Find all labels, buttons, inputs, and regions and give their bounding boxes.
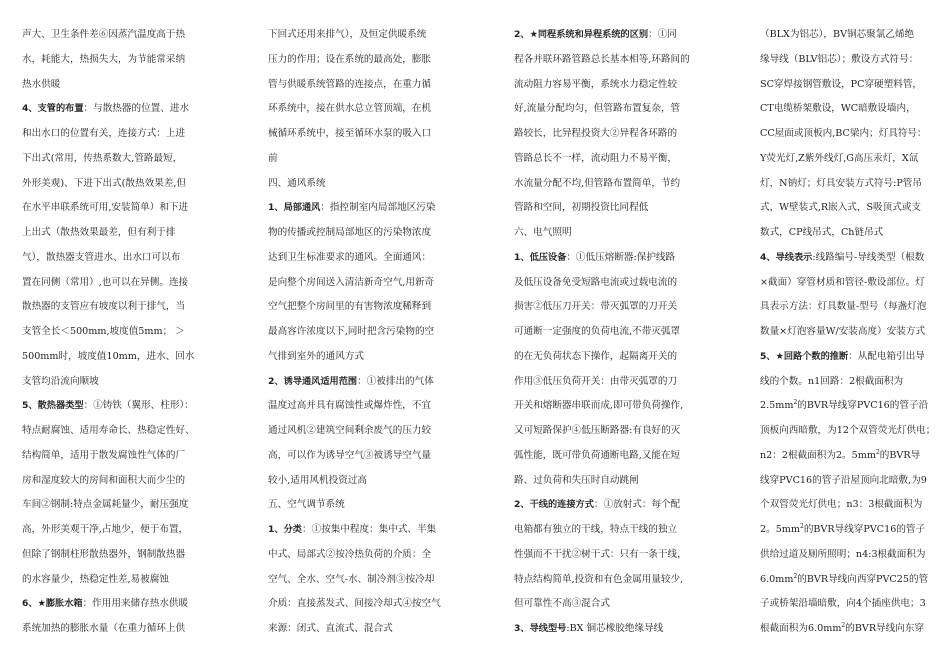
text-line xyxy=(760,518,938,543)
text-line xyxy=(514,345,692,370)
line-text: 弧性能，既可带负荷通断电路,又能在短 xyxy=(514,449,681,461)
text-line xyxy=(514,196,692,221)
text-line xyxy=(22,122,200,147)
section-heading: 5、★回路个数的推断 xyxy=(760,350,849,362)
line-text: 具表示方法：灯具数量-型号（每盏灯泡 xyxy=(760,301,927,313)
text-line xyxy=(760,122,938,147)
line-text: 和出水口的位置有关，连接方式：上进 xyxy=(22,128,186,139)
text-line xyxy=(760,419,938,444)
line-text: 结构简单，适用于散发腐蚀性气体的厂 xyxy=(22,449,186,461)
text-line xyxy=(268,196,446,221)
text-line xyxy=(22,469,200,494)
line-text: ：①放射式：每个配 xyxy=(593,499,681,511)
text-line xyxy=(514,73,692,98)
text-line xyxy=(268,97,446,122)
text-line xyxy=(268,394,446,419)
line-text: 下回式还用来排气），及恒定供暖系统 xyxy=(268,29,427,40)
line-text: 气排到室外的通风方式 xyxy=(268,350,364,362)
text-line xyxy=(268,592,446,617)
line-text: 缘导线（BLV铝芯）；敷设方式符号： xyxy=(760,53,919,65)
line-text: 支管均沿流向顺坡 xyxy=(22,375,99,387)
text-line xyxy=(760,493,938,518)
text-line xyxy=(514,592,692,617)
text-line xyxy=(268,345,446,370)
line-text: 空气把整个房间里的有害物浓度稀释到 xyxy=(268,301,432,313)
text-line xyxy=(514,568,692,593)
text-line xyxy=(268,271,446,296)
line-text: 可通断一定强度的负荷电流,不带灭弧罩 xyxy=(514,326,681,337)
line-text: 介质：直接蒸发式、间接冷却式④按空气 xyxy=(268,598,441,610)
text-line xyxy=(22,48,200,73)
text-line xyxy=(514,48,692,73)
text-line xyxy=(22,493,200,518)
line-text-continued: 的BVR导线穿PVC16的管子 xyxy=(803,524,926,535)
text-line xyxy=(268,617,446,642)
superscript: 2 xyxy=(800,522,804,530)
text-line xyxy=(514,444,692,469)
line-text: 开关和熔断器串联而成,即可带负荷操作, xyxy=(514,400,684,412)
line-text: 路较长，比异程投资大②异程各环路的 xyxy=(514,128,678,139)
section-heading: 2、诱导通风适用范围 xyxy=(268,375,358,387)
text-line xyxy=(22,73,200,98)
line-text: 的在无负荷状态下操作，起隔离开关的 xyxy=(514,350,678,362)
line-text-continued: 的BVR导 xyxy=(879,449,921,461)
line-text: 高，外形美观干净,占地少，便于布置， xyxy=(22,524,189,535)
text-line xyxy=(760,221,938,246)
line-text: 是向整个房间送入清洁新奇空气,用新奇 xyxy=(268,276,435,288)
text-line xyxy=(514,518,692,543)
text-column-3 xyxy=(514,23,692,642)
line-text: 来源：闭式、直流式、混合式 xyxy=(268,623,393,634)
line-text: 数式，CP线吊式，Ch链吊式 xyxy=(760,227,884,238)
text-line xyxy=(760,320,938,345)
text-line xyxy=(268,493,446,518)
section-heading: 1、局部通风 xyxy=(268,202,321,214)
line-text: 但可靠性不高③混合式 xyxy=(514,598,610,610)
line-text: ：①按集中程度：集中式、半集 xyxy=(301,524,437,535)
line-text: 散热器的支管应有坡度以利于排气，当 xyxy=(22,301,186,313)
text-line xyxy=(268,568,446,593)
line-text: 达到卫生标准要求的通风。全面通风： xyxy=(268,251,432,263)
text-line xyxy=(760,592,938,617)
line-text: 管路总长不一样，流动阻力不易平衡， xyxy=(514,152,678,164)
text-line xyxy=(268,172,446,197)
line-text: 管与供暖系统管路的连接点，在重力循 xyxy=(268,78,432,90)
text-line xyxy=(760,172,938,197)
section-heading: 2、★同程系统和异程系统的区别 xyxy=(514,29,649,40)
text-line xyxy=(514,97,692,122)
line-text: 热水供暖 xyxy=(22,78,61,90)
line-text: 式，W壁装式,R嵌入式，S吸顶式或支 xyxy=(760,202,922,214)
text-line xyxy=(514,370,692,395)
text-line xyxy=(268,444,446,469)
text-column-1 xyxy=(22,23,200,642)
line-text: 特点耐腐蚀、适用寿命长、热稳定性好、 xyxy=(22,425,195,436)
text-line xyxy=(268,147,446,172)
text-line xyxy=(22,543,200,568)
line-text: 数量×灯泡容量W/安装高度）安装方式 xyxy=(760,326,926,337)
text-line xyxy=(514,221,692,246)
line-text: 6.0mm xyxy=(760,573,794,585)
line-text: 管路和空间，初期投资比同程低 xyxy=(514,202,649,214)
text-line xyxy=(22,592,200,617)
superscript: 2 xyxy=(875,448,880,456)
line-text: 损害②低压刀开关：带灭弧罩的刀开关 xyxy=(514,301,678,313)
text-line xyxy=(22,295,200,320)
text-line xyxy=(268,518,446,543)
line-text: 作用③低压负荷开关：由带灭弧罩的刀 xyxy=(514,375,678,387)
text-line xyxy=(514,295,692,320)
line-text: 压力的作用；设在系统的最高处，膨胀 xyxy=(268,53,432,65)
text-line xyxy=(22,568,200,593)
line-text: SC穿焊接钢管敷设，PC穿硬塑料管， xyxy=(760,78,923,90)
superscript: 2 xyxy=(841,621,846,629)
line-text: 温度过高并具有腐蚀性或爆炸性，不宜 xyxy=(268,400,432,412)
line-text-continued: 的BVR导线穿PVC16的管子沿 xyxy=(797,400,929,412)
text-line xyxy=(22,246,200,271)
line-text: 特点结构简单,投资和有色金属用量较少, xyxy=(514,573,684,585)
text-line xyxy=(760,23,938,48)
section-heading: 4、导线表示 xyxy=(760,251,813,263)
text-line xyxy=(268,320,446,345)
line-text: 车间②钢制:特点金属耗量少，耐压强度 xyxy=(22,499,189,511)
line-text: 线的个数。n1回路：2根截面积为 xyxy=(760,375,904,387)
text-line xyxy=(760,370,938,395)
text-line xyxy=(760,196,938,221)
text-line xyxy=(760,394,938,419)
line-text: 2。5mm xyxy=(760,524,800,535)
text-line xyxy=(514,493,692,518)
line-text: 及低压设备免受短路电流或过载电流的 xyxy=(514,276,678,288)
text-column-2 xyxy=(268,23,446,642)
section-heading: 1、分类 xyxy=(268,524,302,535)
line-text: 供给过道及厕所照明；n4:3根截面积为 xyxy=(760,548,926,560)
line-text: 中式、局部式②按冷热负荷的介质：全 xyxy=(268,548,432,560)
line-text: 上出式（散热效果最差，但有利于排 xyxy=(22,227,176,238)
line-text: ×截面）穿管材质和管径-敷设部位。灯 xyxy=(760,276,925,288)
text-line xyxy=(514,617,692,642)
line-text: 四、通风系统 xyxy=(268,177,326,189)
text-line xyxy=(22,419,200,444)
line-text: 六、电气照明 xyxy=(514,227,572,238)
line-text: 较小,适用风机投资过高 xyxy=(268,474,367,486)
section-heading: 2、干线的连接方式 xyxy=(514,499,594,511)
text-line xyxy=(760,345,938,370)
line-text: CT电缆桥架敷设，WC暗敷设墙内， xyxy=(760,103,916,115)
section-heading: 4、支管的布置 xyxy=(22,103,84,115)
line-text: 性强而不干扰②树干式：只有一条干线， xyxy=(514,548,687,560)
text-line xyxy=(22,394,200,419)
line-text: 物的传播或控制局部地区的污染物浓度 xyxy=(268,227,432,238)
text-line xyxy=(760,271,938,296)
line-text: 通过风机②建筑空间剩余废气的压力较 xyxy=(268,425,432,436)
line-text: 2.5mm xyxy=(760,400,794,412)
text-line xyxy=(22,518,200,543)
line-text: 五、空气调节系统 xyxy=(268,499,345,511)
line-text: 支管全长＜500mm,坡度值5mm； ＞ xyxy=(22,326,185,337)
text-line xyxy=(268,419,446,444)
line-text-continued: 的BVR导线向西穿PVC25的管 xyxy=(797,573,929,585)
line-text: 流动阻力容易平衡，系统水力稳定性较 xyxy=(514,78,678,90)
line-text: 置在同侧（常用）,也可以在异侧。连接 xyxy=(22,276,189,288)
text-line xyxy=(760,295,938,320)
line-text: 根截面积为6.0mm xyxy=(760,623,842,634)
line-text: 好,流量分配均匀，但管路布置复杂，管 xyxy=(514,103,681,115)
line-text: 水，耗能大，热损失大，为节能常采纳 xyxy=(22,53,186,65)
line-text: （BLX为铝芯），BV铜芯聚氯乙烯绝 xyxy=(760,29,915,40)
text-line xyxy=(760,568,938,593)
text-line xyxy=(22,172,200,197)
text-line xyxy=(514,394,692,419)
text-line xyxy=(22,444,200,469)
text-line xyxy=(268,370,446,395)
line-text: 顶板向西暗敷，为12个双管荧光灯供电； xyxy=(760,425,936,436)
text-line xyxy=(760,246,938,271)
line-text: 下出式(常用，传热系数大,管路最短， xyxy=(22,152,183,164)
text-line xyxy=(22,320,200,345)
line-text: ：①低压熔断器:保护线路 xyxy=(566,251,676,263)
line-text: 环系统中，接在供水总立管顶端，在机 xyxy=(268,103,432,115)
line-text: ：与散热器的位置、进水 xyxy=(83,103,190,115)
section-heading: 6、★膨胀水箱 xyxy=(22,598,83,610)
text-line xyxy=(514,172,692,197)
text-line xyxy=(268,122,446,147)
text-line xyxy=(268,48,446,73)
line-text: ：①同 xyxy=(648,29,677,40)
line-text: 前 xyxy=(268,152,278,164)
line-text: ：指控制室内局部地区污染 xyxy=(320,202,436,214)
text-line xyxy=(268,246,446,271)
line-text: 水流量分配不均,但管路布置简单，节约 xyxy=(514,177,681,189)
text-line xyxy=(514,271,692,296)
line-text: 最高容许浓度以下,同时把含污染物的空 xyxy=(268,326,435,337)
text-line xyxy=(514,320,692,345)
text-line xyxy=(268,73,446,98)
text-line xyxy=(760,73,938,98)
text-line xyxy=(22,617,200,642)
line-text: 程各并联环路管路总长基本相等,环路间的 xyxy=(514,53,690,65)
line-text: 又可短路保护④低压断路器:有良好的灭 xyxy=(514,425,681,436)
line-text: n2：2根截面积为2。5mm xyxy=(760,449,876,461)
text-line xyxy=(760,617,938,642)
text-line xyxy=(22,147,200,172)
line-text: 外形美观)、下进下出式(散热效果差,但 xyxy=(22,177,187,189)
text-line xyxy=(268,469,446,494)
text-line xyxy=(760,97,938,122)
line-text: :BX 铜芯橡胶绝缘导线 xyxy=(566,623,664,634)
section-heading: 1、低压设备 xyxy=(514,251,567,263)
line-text: 电箱都有独立的干线，特点干线的独立 xyxy=(514,524,678,535)
section-heading: 5、散热器类型 xyxy=(22,400,84,412)
text-line xyxy=(514,543,692,568)
line-text: ：从配电箱引出导 xyxy=(848,350,925,362)
line-text: 房和湿度较大的房间和面积大而少尘的 xyxy=(22,474,186,486)
superscript: 2 xyxy=(793,399,798,407)
text-column-4 xyxy=(760,23,938,642)
line-text: 个双管荧光灯供电；n3：3根截面积为 xyxy=(760,499,923,511)
text-line xyxy=(514,122,692,147)
line-text: 械循环系统中，接至循环水泵的吸入口 xyxy=(268,128,432,139)
line-text: 系统加热的膨胀水量（在重力循环上供 xyxy=(22,623,186,634)
line-text: ：作用用来储存热水供暖 xyxy=(82,598,189,610)
text-line xyxy=(268,23,446,48)
line-text: 高，可以作为诱导空气③被诱导空气量 xyxy=(268,449,432,461)
text-line xyxy=(514,469,692,494)
line-text: 的水容量少，热稳定性差,易被腐蚀 xyxy=(22,573,169,585)
text-line xyxy=(22,271,200,296)
text-line xyxy=(514,419,692,444)
text-line xyxy=(760,469,938,494)
text-line xyxy=(22,221,200,246)
text-line xyxy=(760,48,938,73)
line-text: 在水平串联系统可用,安装简单）和下进 xyxy=(22,202,189,214)
line-text: 灯，N钠灯；灯具安装方式符号:P管吊 xyxy=(760,177,922,189)
text-line xyxy=(268,221,446,246)
text-line xyxy=(514,147,692,172)
line-text: 500mm时，坡度值10mm，进水、回水 xyxy=(22,350,195,362)
text-line xyxy=(22,97,200,122)
text-line xyxy=(760,543,938,568)
line-text: 线穿PVC16的管子沿屋顶向北暗敷,为9 xyxy=(760,474,927,486)
text-line xyxy=(22,23,200,48)
line-text: 声大、卫生条件差⑥因蒸汽温度高于热 xyxy=(22,29,186,40)
text-line xyxy=(22,196,200,221)
text-line xyxy=(22,345,200,370)
text-line xyxy=(268,295,446,320)
line-text: 路、过负荷和失压时自动跳闸 xyxy=(514,474,639,486)
line-text: CC屋面或顶板内,BC梁内；灯具符号： xyxy=(760,128,927,139)
text-line xyxy=(760,444,938,469)
superscript: 2 xyxy=(793,572,798,580)
text-line xyxy=(22,370,200,395)
line-text: ：①铸铁（翼形、柱形）： xyxy=(83,400,194,412)
section-heading: 3、导线型号 xyxy=(514,623,567,634)
line-text-continued: 的BVR导线向东穿 xyxy=(845,623,925,634)
line-text: 子或桥架沿墙暗敷，向4个插座供电；3 xyxy=(760,598,926,610)
line-text: ：①被排出的气体 xyxy=(357,375,434,387)
text-line xyxy=(514,246,692,271)
text-line xyxy=(514,23,692,48)
text-line xyxy=(268,543,446,568)
line-text: :线路编号-导线类型（根数 xyxy=(812,251,925,263)
text-line xyxy=(760,147,938,172)
line-text: 气），散热器支管进水、出水口可以布 xyxy=(22,251,181,263)
line-text: 空气、全水、空气-水、制冷剂③按冷却 xyxy=(268,573,435,585)
line-text: Y荧光灯,Z紫外线灯,G高压汞灯，X氙 xyxy=(760,152,919,164)
line-text: 但除了钢制柱形散热器外，钢制散热器 xyxy=(22,548,186,560)
